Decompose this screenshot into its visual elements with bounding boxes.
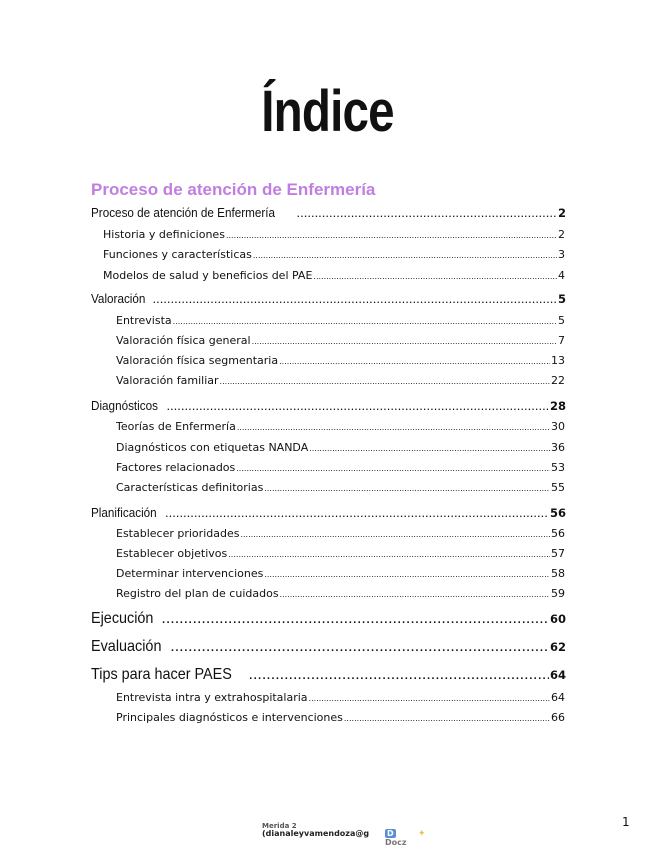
- page-title: Índice: [261, 79, 394, 144]
- toc-entry[interactable]: Establecer prioridades ..... 56: [116, 527, 565, 540]
- section-heading: Proceso de atención de Enfermería: [91, 180, 376, 199]
- toc-entry[interactable]: Tips para hacer PAES ..... 64: [91, 666, 566, 684]
- docz-logo-icon: DDocz: [385, 829, 407, 847]
- toc-entry[interactable]: Valoración física general ..... 7: [116, 334, 565, 347]
- toc-entry[interactable]: Registro del plan de cuidados ..... 59: [116, 587, 565, 600]
- toc-entry[interactable]: Valoración física segmentaria ..... 13: [116, 354, 565, 367]
- toc-entry[interactable]: Historia y definiciones ..... 2: [103, 228, 565, 241]
- toc-entry[interactable]: Valoración ..... 5: [91, 291, 566, 306]
- toc-entry[interactable]: Determinar intervenciones ..... 58: [116, 567, 565, 580]
- toc-entry[interactable]: Proceso de atención de Enfermería ..... 2: [91, 205, 566, 220]
- toc-entry[interactable]: Entrevista ..... 5: [116, 314, 565, 327]
- toc-entry[interactable]: Principales diagnósticos e intervenciones ..... 66: [116, 711, 565, 724]
- footer-email: (dianaleyvamendoza@g: [262, 829, 370, 838]
- toc-entry[interactable]: Entrevista intra y extrahospitalaria ..... 64: [116, 691, 565, 704]
- toc-entry[interactable]: Ejecución ..... 60: [91, 610, 566, 628]
- toc-entry[interactable]: Funciones y características ..... 3: [103, 248, 565, 261]
- toc-entry[interactable]: Diagnósticos ..... 28: [91, 398, 566, 413]
- toc-entry[interactable]: Establecer objetivos ..... 57: [116, 547, 565, 560]
- toc-entry[interactable]: Modelos de salud y beneficios del PAE ..... 4: [103, 269, 565, 282]
- toc-entry[interactable]: Factores relacionados ..... 53: [116, 461, 565, 474]
- sparkle-icon: ✦: [418, 829, 426, 839]
- toc-entry[interactable]: Diagnósticos con etiquetas NANDA ..... 36: [116, 441, 565, 454]
- page-number: 1: [622, 815, 630, 829]
- toc-entry[interactable]: Características definitorias ..... 55: [116, 481, 565, 494]
- toc-entry[interactable]: Evaluación ..... 62: [91, 638, 566, 656]
- toc-entry[interactable]: Teorías de Enfermería ..... 30: [116, 420, 565, 433]
- footer-author: Merida 2 (dianaleyvamendoza@g: [262, 822, 370, 838]
- toc-entry[interactable]: Planificación ..... 56: [91, 505, 566, 520]
- toc-entry[interactable]: Valoración familiar ..... 22: [116, 374, 565, 387]
